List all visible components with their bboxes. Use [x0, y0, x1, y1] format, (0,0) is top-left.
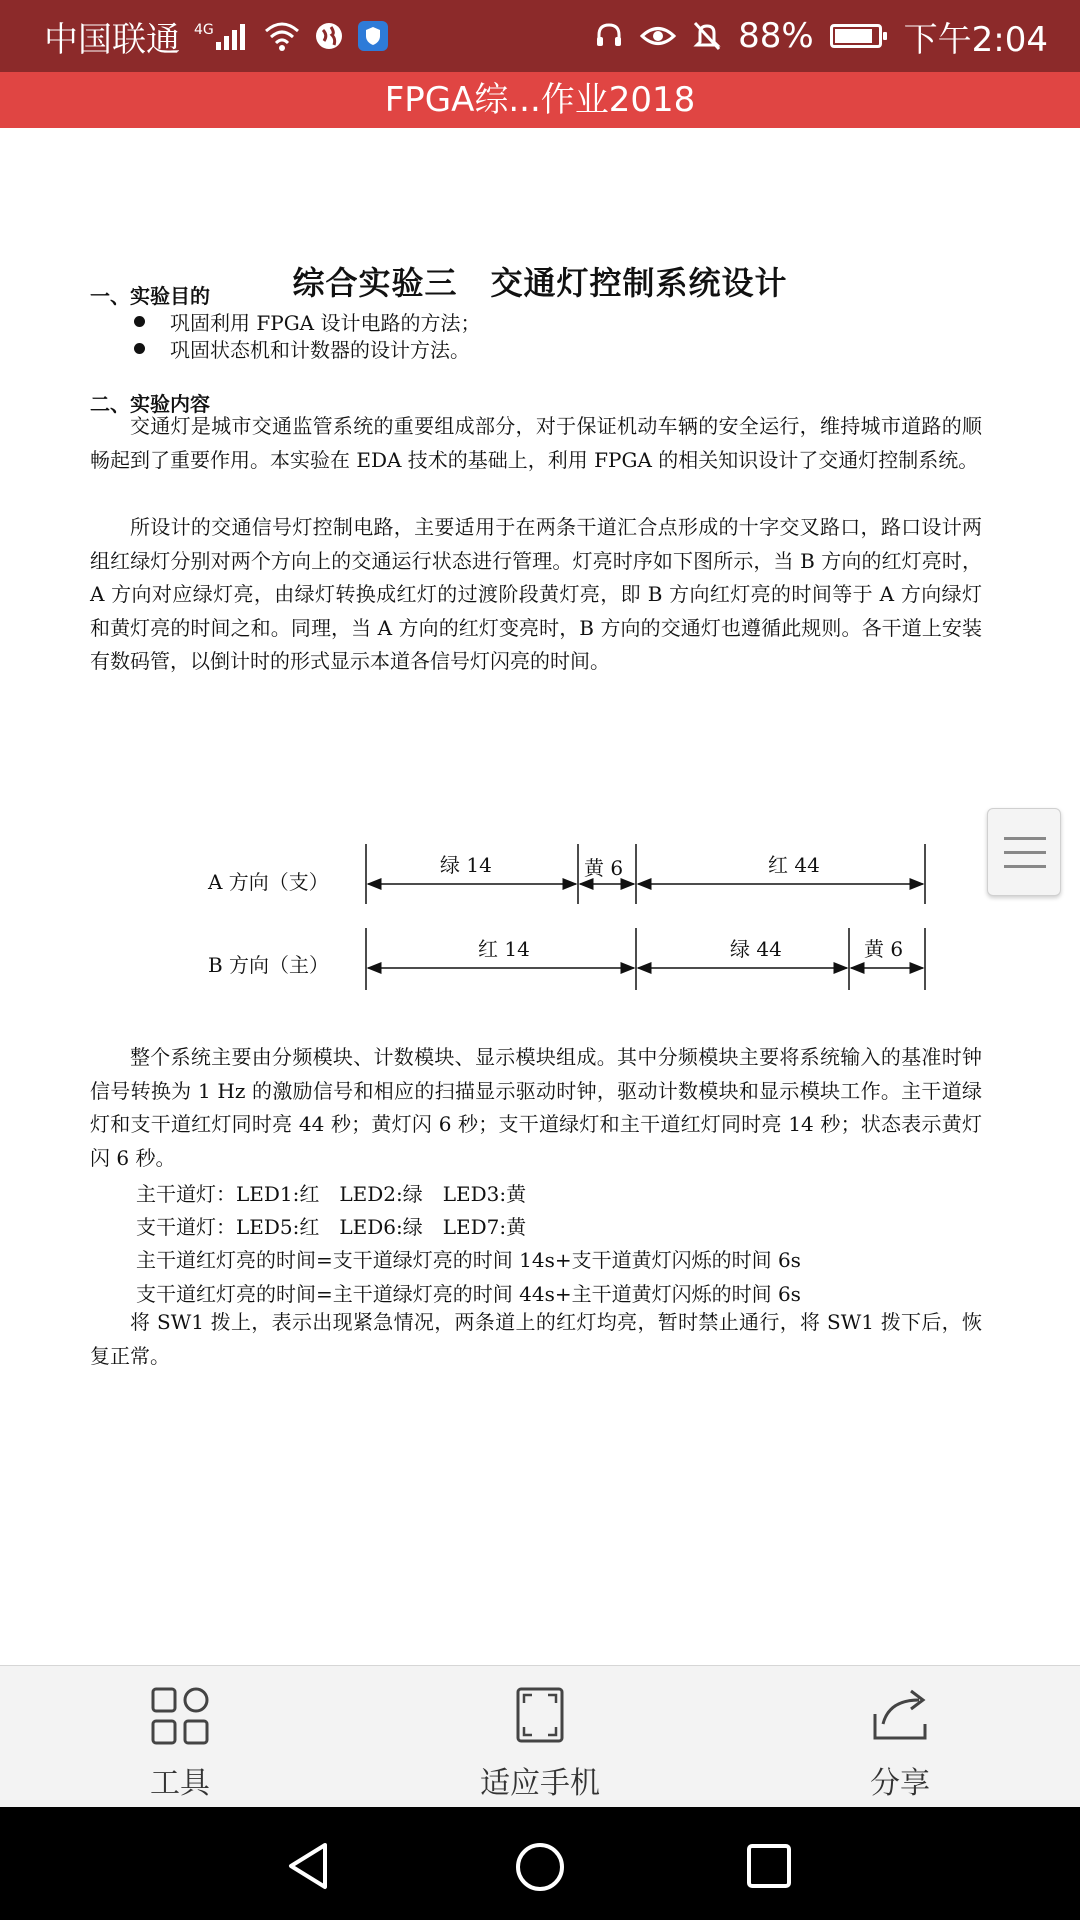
paragraph-intro: 交通灯是城市交通监管系统的重要组成部分，对于保证机动车辆的安全运行，维持城市道路的顺畅起到了重要作用。本实验在 EDA 技术的基础上，利用 FPGA 的相关知识设计了交通灯控制系统。 [90, 414, 982, 472]
page-title: 综合实验三 交通灯控制系统设计 [292, 264, 788, 302]
recents-icon[interactable] [746, 1843, 792, 1889]
wifi-icon [264, 21, 300, 51]
paragraph-system: 整个系统主要由分频模块、计数模块、显示模块组成。其中分频模块主要将系统输入的基准时钟信号转换为 1 Hz 的激励信号和相应的扫描显示驱动时钟，驱动计数模块和显示模块工作。主干道绿灯和支干道红灯同时亮 44 秒；黄灯闪 6 秒；支干道绿灯和主干道红灯同时亮 14 秒；状态表示黄灯闪 6 秒。 [90, 1045, 982, 1170]
headset-icon [594, 21, 624, 51]
globe-icon [314, 21, 344, 51]
paragraph-emergency: 将 SW1 拨上，表示出现紧急情况，两条道上的红灯均亮，暂时禁止通行，将 SW1 拨下后，恢复正常。 [90, 1310, 982, 1368]
share-icon [869, 1686, 931, 1744]
eye-icon [640, 23, 676, 49]
status-bar [0, 0, 1080, 72]
carrier-label: 中国联通 [44, 19, 180, 60]
led-main-line: 主干道灯：LED1:红 LED2:绿 LED3:黄 [136, 1182, 527, 1206]
bottom-toolbar [0, 1665, 1080, 1808]
battery-icon [830, 24, 882, 48]
segment-label: 红 14 [478, 937, 530, 961]
share-button[interactable] [780, 1666, 1020, 1808]
document-name: FPGA综...作业2018 [384, 80, 696, 120]
home-icon[interactable] [514, 1841, 566, 1893]
document-title-bar [0, 72, 1080, 128]
direction-a-label: A 方向（支） [208, 870, 329, 894]
section-heading-purpose: 一、实验目的 [90, 284, 210, 308]
signal-icon [194, 22, 250, 50]
document-page[interactable] [0, 128, 1080, 1666]
tools-label: 工具 [150, 1766, 210, 1801]
fit-screen-button[interactable] [420, 1666, 660, 1808]
clock: 下午2:04 [903, 19, 1048, 60]
main-red-time-line: 主干道红灯亮的时间=支干道绿灯亮的时间 14s+支干道黄灯闪烁的时间 6s [136, 1248, 801, 1272]
led-branch-line: 支干道灯：LED5:红 LED6:绿 LED7:黄 [136, 1215, 527, 1239]
paragraph-design: 所设计的交通信号灯控制电路，主要适用于在两条干道汇合点形成的十字交叉路口，路口设计两组红绿灯分别对两个方向上的交通运行状态进行管理。灯亮时序如下图所示，当 B 方向的红灯亮时，A 方向对应绿灯亮，由绿灯转换成红灯的过渡阶段黄灯亮，即 B 方向红灯亮的时间等于 A 方向绿灯和黄灯亮的时间之和。同理，当 A 方向的红灯变亮时，B 方向的交通灯也遵循此规则。各干道上安装有数码管，以倒计时的形式显示本道各信号灯闪亮的时间。 [90, 515, 982, 673]
list-item: 巩固利用 FPGA 设计电路的方法； [136, 307, 480, 336]
network-type-label: 4G [194, 22, 214, 38]
segment-label: 黄 6 [584, 856, 624, 880]
shield-icon [358, 21, 388, 51]
segment-label: 红 44 [768, 853, 820, 877]
segment-label: 绿 44 [730, 937, 782, 961]
grid-icon [150, 1686, 210, 1746]
list-item: 巩固状态机和计数器的设计方法。 [136, 334, 470, 363]
back-icon[interactable] [285, 1841, 331, 1891]
battery-percent: 88% [738, 16, 814, 56]
system-nav-bar [0, 1807, 1080, 1920]
fit-screen-label: 适应手机 [480, 1766, 600, 1801]
timing-diagram [0, 840, 1080, 1010]
direction-b-label: B 方向（主） [208, 953, 330, 977]
segment-label: 绿 14 [440, 853, 492, 877]
segment-label: 黄 6 [864, 937, 904, 961]
tools-button[interactable] [60, 1666, 300, 1808]
fit-screen-icon [515, 1686, 565, 1744]
share-label: 分享 [870, 1766, 930, 1801]
mute-bell-icon [692, 20, 722, 52]
section-heading-content: 二、实验内容 [90, 392, 210, 416]
side-menu-handle[interactable] [987, 808, 1061, 896]
branch-red-time-line: 支干道红灯亮的时间=主干道绿灯亮的时间 44s+主干道黄灯闪烁的时间 6s [136, 1282, 801, 1306]
